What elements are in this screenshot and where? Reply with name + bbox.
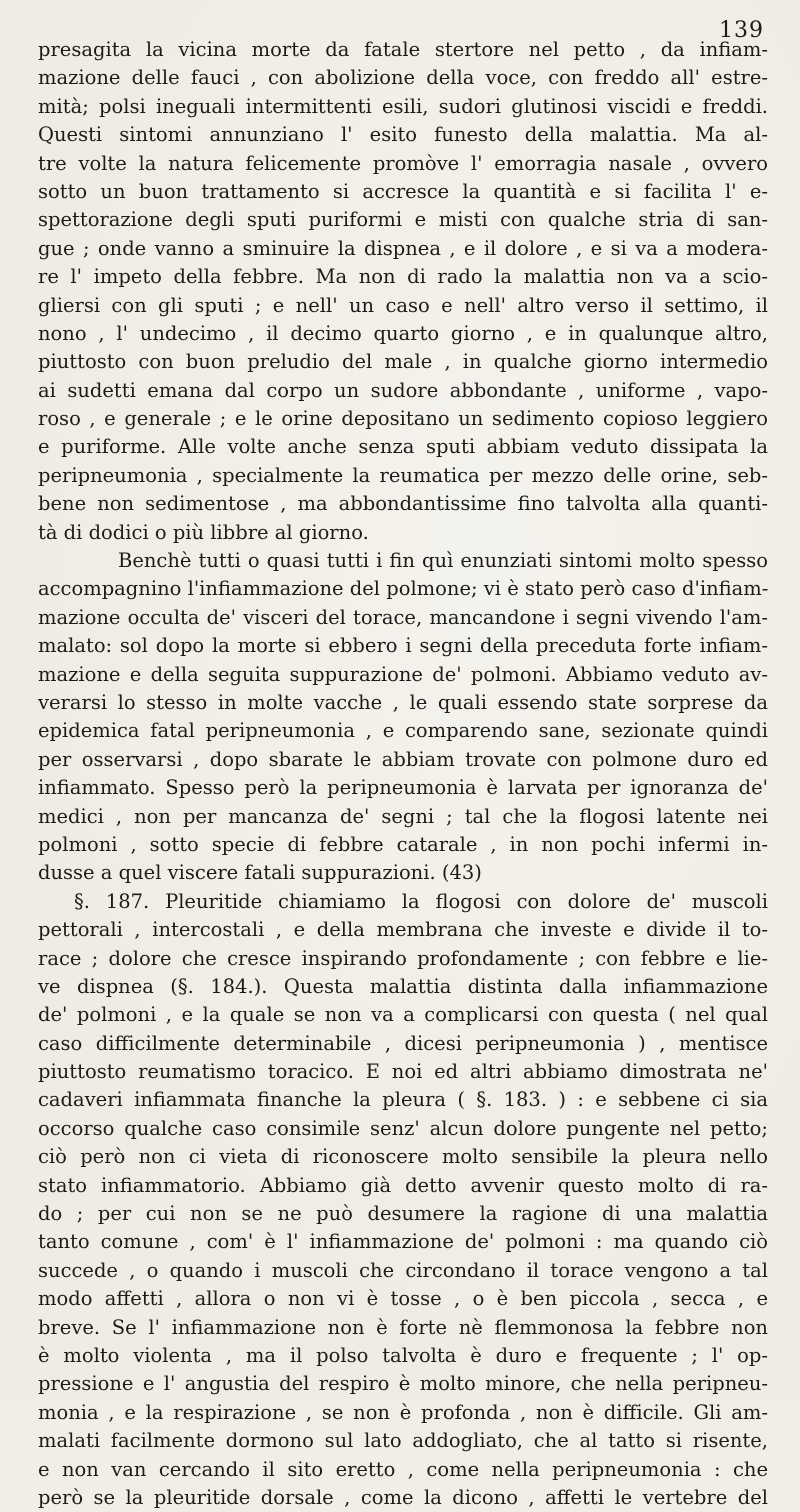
text-line: però se la pleuritide dorsale , come la dicono , affetti le vertebre del: [38, 1485, 768, 1509]
text-line: malato: sol dopo la morte si ebbero i segni della preceduta forte infiam-: [38, 634, 768, 658]
text-line: ve dispnea (§. 184.). Questa malattia distinta dalla infiammazione: [38, 974, 768, 998]
text-line: re l' impeto della febbre. Ma non di rado la malattia non va a scio-: [38, 265, 768, 289]
text-line: stato infiammatorio. Abbiamo già detto avvenir questo molto di ra-: [38, 1173, 768, 1197]
text-line: sotto un buon trattamento si accresce la quantità e si facilita l' e-: [38, 179, 768, 203]
text-line: polmoni , sotto specie di febbre catarale , in non pochi infermi in-: [38, 832, 768, 856]
text-line: mità; polsi ineguali intermittenti esili, sudori glutinosi viscidi e freddi.: [38, 94, 768, 118]
text-line: e puriforme. Alle volte anche senza sputi abbiam veduto dissipata la: [38, 435, 768, 459]
text-line: è molto violenta , ma il polso talvolta è duro e frequente ; l' op-: [38, 1343, 768, 1367]
text-line: tanto comune , com' è l' infiammazione de' polmoni : ma quando ciò: [38, 1230, 768, 1254]
text-line: bene non sedimentose , ma abbondantissime fino talvolta alla quanti-: [38, 492, 768, 516]
text-line: gliersi con gli sputi ; e nell' un caso e nell' altro verso il settimo, il: [38, 293, 768, 317]
text-line: occorso qualche caso consimile senz' alcun dolore pungente nel petto;: [38, 1116, 768, 1140]
text-line: per osservarsi , dopo sbarate le abbiam trovate con polmone duro ed: [38, 747, 768, 771]
text-line: infiammato. Spesso però la peripneumonia è larvata per ignoranza de': [38, 776, 768, 800]
text-line: §. 187. Pleuritide chiamiamo la flogosi con dolore de' muscoli: [74, 889, 768, 913]
text-line: medici , non per mancanza de' segni ; tal che la flogosi latente nei: [38, 804, 768, 828]
text-line: ciò però non ci vieta di riconoscere molto sensibile la pleura nello: [38, 1145, 768, 1169]
text-line: Benchè tutti o quasi tutti i fin quì enunziati sintomi molto spesso: [118, 549, 768, 573]
text-line: verarsi lo stesso in molte vacche , le quali essendo state sorprese da: [38, 690, 768, 714]
text-line: piuttosto con buon preludio del male , in qualche giorno intermedio: [38, 350, 768, 374]
text-line: do ; per cui non se ne può desumere la ragione di una malattia: [38, 1202, 768, 1226]
text-line: monia , e la respirazione , se non è profonda , non è difficile. Gli am-: [38, 1400, 768, 1424]
text-line: mazione e della seguita suppurazione de' polmoni. Abbiamo veduto av-: [38, 662, 768, 686]
text-line: tà di dodici o più libbre al giorno.: [38, 520, 369, 544]
text-line: pettorali , intercostali , e della membrana che investe e divide il to-: [38, 918, 768, 942]
text-line: race ; dolore che cresce inspirando profondamente ; con febbre e lie-: [38, 946, 768, 970]
text-line: succede , o quando i muscoli che circondano il torace vengono a tal: [38, 1258, 768, 1282]
text-line: breve. Se l' infiammazione non è forte nè flemmonosa la febbre non: [38, 1315, 768, 1339]
text-line: mazione occulta de' visceri del torace, mancandone i segni vivendo l'am-: [38, 605, 768, 629]
text-line: pressione e l' angustia del respiro è molto minore, che nella peripneu-: [38, 1372, 768, 1396]
text-line: ai sudetti emana dal corpo un sudore abbondante , uniforme , vapo-: [38, 378, 768, 402]
text-line: epidemica fatal peripneumonia , e comparendo sane, sezionate quindi: [38, 719, 768, 743]
text-line: modo affetti , allora o non vi è tosse , o è ben piccola , secca , e: [38, 1287, 768, 1311]
text-line: piuttosto reumatismo toracico. E noi ed altri abbiamo dimostrata ne': [38, 1060, 768, 1084]
text-line: e non van cercando il sito eretto , come nella peripneumonia : che: [38, 1457, 768, 1481]
page-number: 139: [719, 18, 764, 43]
text-line: malati facilmente dormono sul lato addogliato, che al tatto si risente,: [38, 1429, 768, 1453]
text-line: de' polmoni , e la quale se non va a complicarsi con questa ( nel qual: [38, 1003, 768, 1027]
text-line: accompagnino l'infiammazione del polmone; vi è stato però caso d'infiam-: [38, 577, 768, 601]
text-line: gue ; onde vanno a sminuire la dispnea , e il dolore , e si va a modera-: [38, 236, 768, 260]
text-line: cadaveri infiammata finanche la pleura ( §. 183. ) : e sebbene ci sia: [38, 1088, 768, 1112]
text-line: tre volte la natura felicemente promòve l' emorragia nasale , ovvero: [38, 151, 768, 175]
text-line: peripneumonia , specialmente la reumatica per mezzo delle orine, seb-: [38, 463, 768, 487]
text-line: presagita la vicina morte da fatale stertore nel petto , da infiam-: [38, 38, 768, 61]
text-line: nono , l' undecimo , il decimo quarto giorno , e in qualunque altro,: [38, 321, 768, 345]
text-line: roso , e generale ; e le orine depositano un sedimento copioso leggiero: [38, 407, 768, 431]
text-line: Questi sintomi annunziano l' esito funesto della malattia. Ma al-: [38, 123, 768, 147]
text-line: spettorazione degli sputi puriformi e misti con qualche stria di san-: [38, 208, 768, 232]
text-line: caso difficilmente determinabile , dicesi peripneumonia ) , mentisce: [38, 1031, 768, 1055]
body-text: [38, 36, 768, 1512]
text-line: dusse a quel viscere fatali suppurazioni. (43): [38, 861, 482, 885]
text-line: mazione delle fauci , con abolizione della voce, con freddo all' estre-: [38, 66, 768, 90]
